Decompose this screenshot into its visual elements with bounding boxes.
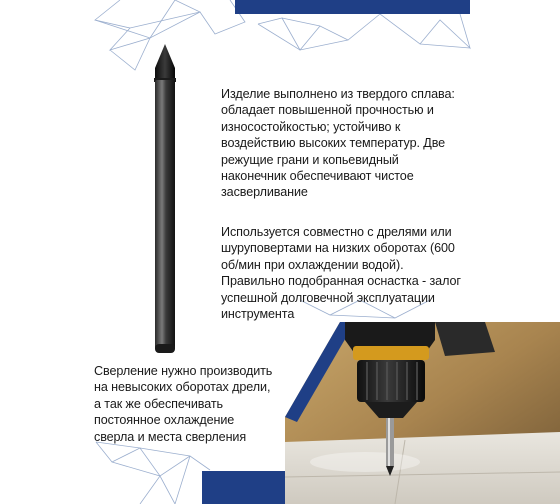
bottom-accent-bar [202,471,294,504]
text-line: на невысоких оборотах дрели, [94,380,271,395]
text-line: инструмента [221,307,295,322]
text-line: постоянное охлаждение [94,413,235,428]
text-line: воздействию высоких температур. Две [221,136,446,151]
top-accent-bar [235,0,470,14]
text-line: а так же обеспечивать [94,396,223,411]
text-line: Изделие выполнено из твердого сплава: [221,87,455,101]
drill-bit-image [145,44,185,359]
description-paragraph-2 [221,224,471,322]
text-line: режущие грани и копьевидный [221,152,399,167]
text-line: Сверление нужно производить [94,364,273,378]
text-line: обладает повышенной прочностью и [221,103,434,118]
text-line: шуруповертами на низких оборотах (600 [221,241,455,256]
text-line: износостойкостью; устойчиво к [221,119,401,134]
text-line: засверливание [221,185,308,200]
text-line: Правильно подобранная оснастка - залог [221,274,461,289]
drill-photo [285,322,560,504]
text-line: об/мин при охлаждении водой). [221,257,404,272]
text-line: сверла и места сверления [94,429,247,444]
text-line: наконечник обеспечивают чистое [221,169,414,184]
description-paragraph-1 [221,86,471,201]
description-paragraph-3 [94,363,299,445]
text-line: успешной долговечной эксплуатации [221,290,435,305]
text-line: Используется совместно с дрелями или [221,225,452,239]
